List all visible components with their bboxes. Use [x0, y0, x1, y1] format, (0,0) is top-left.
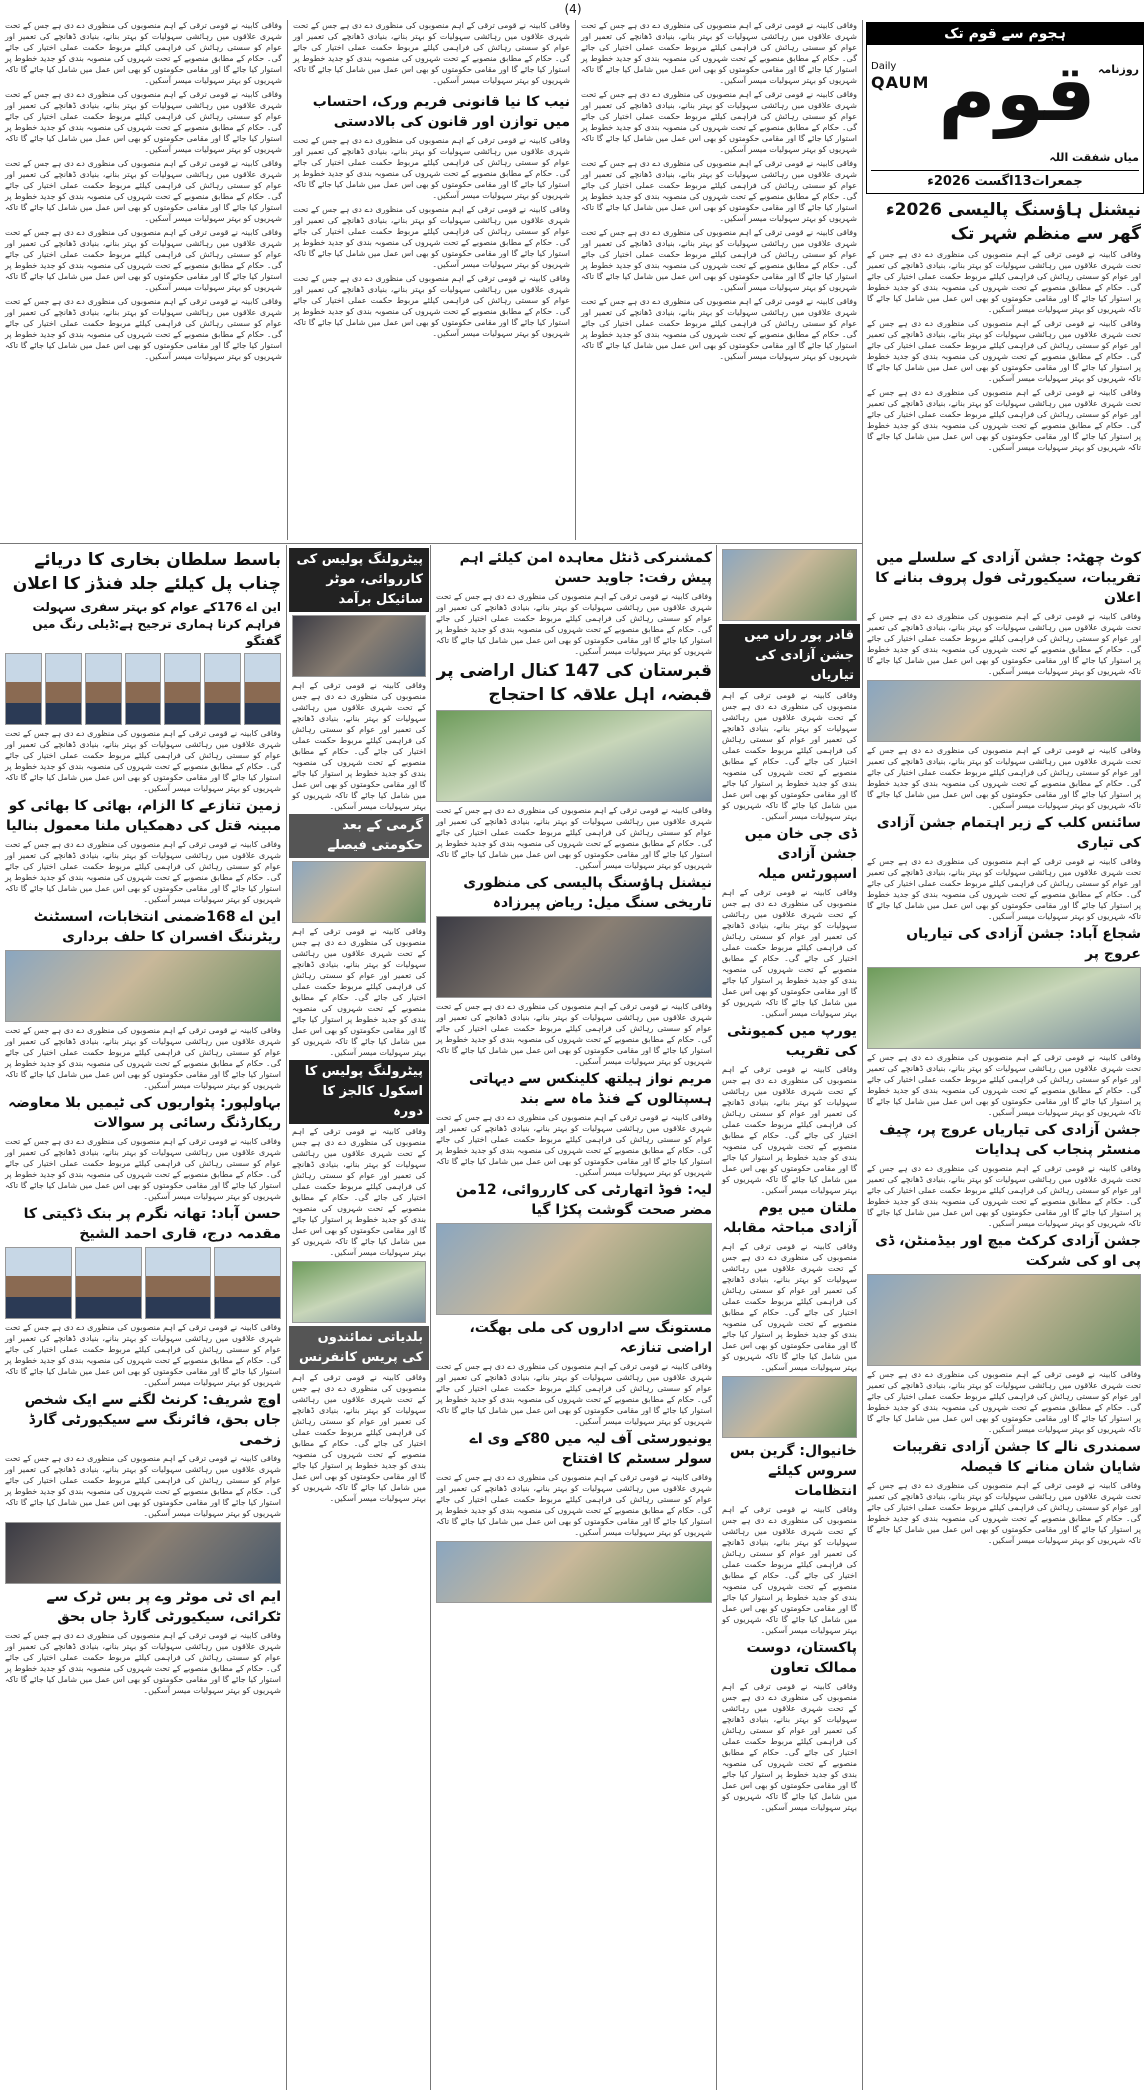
- headline-c1-e: جشن آزادی کرکٹ میچ اور بیڈمنٹن، ڈی پی او کی شرکت: [875, 1233, 1141, 1269]
- headline-c5-d: بہاولپور: پٹواریوں کی ٹیمیں بلا معاوضہ ریکارڈنگ رسائی پر سوالات: [8, 1095, 281, 1131]
- article-body: وفاقی کابینہ نے قومی ترقی کے اہم منصوبوں کی منظوری دے دی ہے جس کے تحت شہری علاقوں میں رہائشی سہولیات کو بہتر بنانے، بنیادی ڈھانچے کی تعمیر اور عوام کو سستی رہائش کی فراہمی کیلئے مربوط حکمت عملی اختیار کی جائے گی۔ حکام کے مطابق منصوبے کے تحت شہروں کی منصوبہ بندی کو جدید خطوط پر استوار کیا جائے گا اور مقامی حکومتوں کو بھی اس عمل میں شامل کیا جائے گا تاکہ شہریوں کو بہتر سہولیات میسر آسکیں۔: [293, 274, 570, 338]
- portrait: [85, 653, 122, 725]
- lead-body-3: وفاقی کابینہ نے قومی ترقی کے اہم منصوبوں کی منظوری دے دی ہے جس کے تحت شہری علاقوں میں رہائشی سہولیات کو بہتر بنانے، بنیادی ڈھانچے کی تعمیر اور عوام کو سستی رہائش کی فراہمی کیلئے مربوط حکمت عملی اختیار کی جائے گی۔ حکام کے مطابق منصوبے کے تحت شہروں کی منصوبہ بندی کو جدید خطوط پر استوار کیا جائے گا اور مقامی حکومتوں کو بھی اس عمل میں شامل کیا جائے گا تاکہ شہریوں کو بہتر سہولیات میسر آسکیں۔: [867, 388, 1141, 452]
- article-body: وفاقی کابینہ نے قومی ترقی کے اہم منصوبوں کی منظوری دے دی ہے جس کے تحت شہری علاقوں میں رہائشی سہولیات کو بہتر بنانے، بنیادی ڈھانچے کی تعمیر اور عوام کو سستی رہائش کی فراہمی کیلئے مربوط حکمت عملی اختیار کی جائے گی۔ حکام کے مطابق منصوبے کے تحت شہروں کی منصوبہ بندی کو جدید خطوط پر استوار کیا جائے گا اور مقامی حکومتوں کو بھی اس عمل میں شامل کیا جائے گا تاکہ شہریوں کو بہتر سہولیات میسر آسکیں۔: [5, 729, 281, 793]
- news-photo: [292, 861, 426, 923]
- lead-headline: نیشنل ہاؤسنگ پالیسی 2026ء گھر سے منظم شہر تک: [885, 200, 1141, 244]
- article-body: وفاقی کابینہ نے قومی ترقی کے اہم منصوبوں کی منظوری دے دی ہے جس کے تحت شہری علاقوں میں رہائشی سہولیات کو بہتر بنانے، بنیادی ڈھانچے کی تعمیر اور عوام کو سستی رہائش کی فراہمی کیلئے مربوط حکمت عملی اختیار کی جائے گی۔ حکام کے مطابق منصوبے کے تحت شہروں کی منصوبہ بندی کو جدید خطوط پر استوار کیا جائے گا اور مقامی حکومتوں کو بھی اس عمل میں شامل کیا جائے گا تاکہ شہریوں کو بہتر سہولیات میسر آسکیں۔: [436, 1473, 712, 1537]
- article-body: وفاقی کابینہ نے قومی ترقی کے اہم منصوبوں کی منظوری دے دی ہے جس کے تحت شہری علاقوں میں رہائشی سہولیات کو بہتر بنانے، بنیادی ڈھانچے کی تعمیر اور عوام کو سستی رہائش کی فراہمی کیلئے مربوط حکمت عملی اختیار کی جائے گی۔ حکام کے مطابق منصوبے کے تحت شہروں کی منصوبہ بندی کو جدید خطوط پر استوار کیا جائے گا اور مقامی حکومتوں کو بھی اس عمل میں شامل کیا جائے گا تاکہ شہریوں کو بہتر سہولیات میسر آسکیں۔: [293, 21, 570, 85]
- headline-c5-e: حسن آباد: تھانہ نگرم پر بنک ڈکیتی کا مقدمہ درج، قاری احمد الشیخ: [23, 1206, 281, 1242]
- news-photo: [5, 950, 281, 1022]
- news-photo: [436, 1541, 712, 1603]
- portrait: [5, 1247, 72, 1319]
- portrait: [204, 653, 241, 725]
- headline-c4-d: بلدیاتی نمائندوں کی پریس کانفرنس: [289, 1326, 429, 1370]
- article-body: وفاقی کابینہ نے قومی ترقی کے اہم منصوبوں کی منظوری دے دی ہے جس کے تحت شہری علاقوں میں رہائشی سہولیات کو بہتر بنانے، بنیادی ڈھانچے کی تعمیر اور عوام کو سستی رہائش کی فراہمی کیلئے مربوط حکمت عملی اختیار کی جائے گی۔ حکام کے مطابق منصوبے کے تحت شہروں کی منصوبہ بندی کو جدید خطوط پر استوار کیا جائے گا اور مقامی حکومتوں کو بھی اس عمل میں شامل کیا جائے گا تاکہ شہریوں کو بہتر سہولیات میسر آسکیں۔: [867, 1053, 1141, 1117]
- news-photo: [867, 1274, 1141, 1366]
- law-headline: نیب کا نیا قانونی فریم ورک، احتساب میں توازن اور قانون کی بالادستی: [312, 94, 570, 130]
- portrait-strip: [5, 653, 281, 725]
- section-rule: [0, 543, 862, 544]
- headline-c2-d: یورپ میں کمیونٹی کی تقریب: [726, 1023, 857, 1059]
- portrait: [244, 653, 281, 725]
- lead-body-2: وفاقی کابینہ نے قومی ترقی کے اہم منصوبوں کی منظوری دے دی ہے جس کے تحت شہری علاقوں میں رہائشی سہولیات کو بہتر بنانے، بنیادی ڈھانچے کی تعمیر اور عوام کو سستی رہائش کی فراہمی کیلئے مربوط حکمت عملی اختیار کی جائے گی۔ حکام کے مطابق منصوبے کے تحت شہروں کی منصوبہ بندی کو جدید خطوط پر استوار کیا جائے گا اور مقامی حکومتوں کو بھی اس عمل میں شامل کیا جائے گا تاکہ شہریوں کو بہتر سہولیات میسر آسکیں۔: [867, 319, 1141, 383]
- article-body: وفاقی کابینہ نے قومی ترقی کے اہم منصوبوں کی منظوری دے دی ہے جس کے تحت شہری علاقوں میں رہائشی سہولیات کو بہتر بنانے، بنیادی ڈھانچے کی تعمیر اور عوام کو سستی رہائش کی فراہمی کیلئے مربوط حکمت عملی اختیار کی جائے گی۔ حکام کے مطابق منصوبے کے تحت شہروں کی منصوبہ بندی کو جدید خطوط پر استوار کیا جائے گا اور مقامی حکومتوں کو بھی اس عمل میں شامل کیا جائے گا تاکہ شہریوں کو بہتر سہولیات میسر آسکیں۔: [581, 228, 857, 292]
- headline-c1-c: شجاع آباد: جشن آزادی کی تیاریاں عروج پر: [906, 926, 1141, 962]
- article-body: وفاقی کابینہ نے قومی ترقی کے اہم منصوبوں کی منظوری دے دی ہے جس کے تحت شہری علاقوں میں رہائشی سہولیات کو بہتر بنانے، بنیادی ڈھانچے کی تعمیر اور عوام کو سستی رہائش کی فراہمی کیلئے مربوط حکمت عملی اختیار کی جائے گی۔ حکام کے مطابق منصوبے کے تحت شہروں کی منصوبہ بندی کو جدید خطوط پر استوار کیا جائے گا اور مقامی حکومتوں کو بھی اس عمل میں شامل کیا جائے گا تاکہ شہریوں کو بہتر سہولیات میسر آسکیں۔: [722, 1065, 857, 1195]
- article-body: وفاقی کابینہ نے قومی ترقی کے اہم منصوبوں کی منظوری دے دی ہے جس کے تحت شہری علاقوں میں رہائشی سہولیات کو بہتر بنانے، بنیادی ڈھانچے کی تعمیر اور عوام کو سستی رہائش کی فراہمی کیلئے مربوط حکمت عملی اختیار کی جائے گی۔ حکام کے مطابق منصوبے کے تحت شہروں کی منصوبہ بندی کو جدید خطوط پر استوار کیا جائے گا اور مقامی حکومتوں کو بھی اس عمل میں شامل کیا جائے گا تاکہ شہریوں کو بہتر سہولیات میسر آسکیں۔: [581, 297, 857, 361]
- article-body: وفاقی کابینہ نے قومی ترقی کے اہم منصوبوں کی منظوری دے دی ہے جس کے تحت شہری علاقوں میں رہائشی سہولیات کو بہتر بنانے، بنیادی ڈھانچے کی تعمیر اور عوام کو سستی رہائش کی فراہمی کیلئے مربوط حکمت عملی اختیار کی جائے گی۔ حکام کے مطابق منصوبے کے تحت شہروں کی منصوبہ بندی کو جدید خطوط پر استوار کیا جائے گا اور مقامی حکومتوں کو بھی اس عمل میں شامل کیا جائے گا تاکہ شہریوں کو بہتر سہولیات میسر آسکیں۔: [581, 159, 857, 223]
- headline-c3-e: لیہ: فوڈ اتھارٹی کی کارروائی، 12من مضر صحت گوشت پکڑا گیا: [455, 1182, 712, 1218]
- headline-c1-a: کوٹ چھٹہ: جشن آزادی کے سلسلے میں تقریبات، سیکیورٹی فول پروف بنانے کا اعلان: [875, 550, 1141, 606]
- portrait: [214, 1247, 281, 1319]
- portrait: [164, 653, 201, 725]
- headline-c2-f: خانیوال: گرین بس سروس کیلئے انتظامات: [729, 1443, 857, 1499]
- portrait: [45, 653, 82, 725]
- article-body: وفاقی کابینہ نے قومی ترقی کے اہم منصوبوں کی منظوری دے دی ہے جس کے تحت شہری علاقوں میں رہائشی سہولیات کو بہتر بنانے، بنیادی ڈھانچے کی تعمیر اور عوام کو سستی رہائش کی فراہمی کیلئے مربوط حکمت عملی اختیار کی جائے گی۔ حکام کے مطابق منصوبے کے تحت شہروں کی منصوبہ بندی کو جدید خطوط پر استوار کیا جائے گا اور مقامی حکومتوں کو بھی اس عمل میں شامل کیا جائے گا تاکہ شہریوں کو بہتر سہولیات میسر آسکیں۔: [436, 1113, 712, 1177]
- article-body: وفاقی کابینہ نے قومی ترقی کے اہم منصوبوں کی منظوری دے دی ہے جس کے تحت شہری علاقوں میں رہائشی سہولیات کو بہتر بنانے، بنیادی ڈھانچے کی تعمیر اور عوام کو سستی رہائش کی فراہمی کیلئے مربوط حکمت عملی اختیار کی جائے گی۔ حکام کے مطابق منصوبے کے تحت شہروں کی منصوبہ بندی کو جدید خطوط پر استوار کیا جائے گا اور مقامی حکومتوں کو بھی اس عمل میں شامل کیا جائے گا تاکہ شہریوں کو بہتر سہولیات میسر آسکیں۔: [5, 1454, 281, 1518]
- lead-body: وفاقی کابینہ نے قومی ترقی کے اہم منصوبوں کی منظوری دے دی ہے جس کے تحت شہری علاقوں میں رہائشی سہولیات کو بہتر بنانے، بنیادی ڈھانچے کی تعمیر اور عوام کو سستی رہائش کی فراہمی کیلئے مربوط حکمت عملی اختیار کی جائے گی۔ حکام کے مطابق منصوبے کے تحت شہروں کی منصوبہ بندی کو جدید خطوط پر استوار کیا جائے گا اور مقامی حکومتوں کو بھی اس عمل میں شامل کیا جائے گا تاکہ شہریوں کو بہتر سہولیات میسر آسکیں۔: [867, 250, 1141, 314]
- article-body: وفاقی کابینہ نے قومی ترقی کے اہم منصوبوں کی منظوری دے دی ہے جس کے تحت شہری علاقوں میں رہائشی سہولیات کو بہتر بنانے، بنیادی ڈھانچے کی تعمیر اور عوام کو سستی رہائش کی فراہمی کیلئے مربوط حکمت عملی اختیار کی جائے گی۔ حکام کے مطابق منصوبے کے تحت شہروں کی منصوبہ بندی کو جدید خطوط پر استوار کیا جائے گا اور مقامی حکومتوں کو بھی اس عمل میں شامل کیا جائے گا تاکہ شہریوں کو بہتر سہولیات میسر آسکیں۔: [5, 228, 282, 292]
- headline-c5-main: باسط سلطان بخاری کا دریائے چناب پل کیلئے جلد فنڈز کا اعلان: [12, 550, 281, 594]
- article-body: وفاقی کابینہ نے قومی ترقی کے اہم منصوبوں کی منظوری دے دی ہے جس کے تحت شہری علاقوں میں رہائشی سہولیات کو بہتر بنانے، بنیادی ڈھانچے کی تعمیر اور عوام کو سستی رہائش کی فراہمی کیلئے مربوط حکمت عملی اختیار کی جائے گی۔ حکام کے مطابق منصوبے کے تحت شہروں کی منصوبہ بندی کو جدید خطوط پر استوار کیا جائے گا اور مقامی حکومتوں کو بھی اس عمل میں شامل کیا جائے گا تاکہ شہریوں کو بہتر سہولیات میسر آسکیں۔: [5, 90, 282, 154]
- news-photo: [436, 916, 712, 998]
- article-body: وفاقی کابینہ نے قومی ترقی کے اہم منصوبوں کی منظوری دے دی ہے جس کے تحت شہری علاقوں میں رہائشی سہولیات کو بہتر بنانے، بنیادی ڈھانچے کی تعمیر اور عوام کو سستی رہائش کی فراہمی کیلئے مربوط حکمت عملی اختیار کی جائے گی۔ حکام کے مطابق منصوبے کے تحت شہروں کی منصوبہ بندی کو جدید خطوط پر استوار کیا جائے گا اور مقامی حکومتوں کو بھی اس عمل میں شامل کیا جائے گا تاکہ شہریوں کو بہتر سہولیات میسر آسکیں۔: [581, 21, 857, 85]
- news-photo: [5, 1522, 281, 1584]
- headline-c1-b: سائنس کلب کے زیر اہتمام جشن آزادی کی تیاری: [876, 815, 1141, 851]
- headline-c3-b: قبرستان کی 147 کنال اراضی پر قبضہ، اہل علاقہ کا احتجاج: [436, 661, 712, 705]
- article-body: وفاقی کابینہ نے قومی ترقی کے اہم منصوبوں کی منظوری دے دی ہے جس کے تحت شہری علاقوں میں رہائشی سہولیات کو بہتر بنانے، بنیادی ڈھانچے کی تعمیر اور عوام کو سستی رہائش کی فراہمی کیلئے مربوط حکمت عملی اختیار کی جائے گی۔ حکام کے مطابق منصوبے کے تحت شہروں کی منصوبہ بندی کو جدید خطوط پر استوار کیا جائے گا اور مقامی حکومتوں کو بھی اس عمل میں شامل کیا جائے گا تاکہ شہریوں کو بہتر سہولیات میسر آسکیں۔: [436, 1362, 712, 1426]
- portrait: [5, 653, 42, 725]
- article-body: وفاقی کابینہ نے قومی ترقی کے اہم منصوبوں کی منظوری دے دی ہے جس کے تحت شہری علاقوں میں رہائشی سہولیات کو بہتر بنانے، بنیادی ڈھانچے کی تعمیر اور عوام کو سستی رہائش کی فراہمی کیلئے مربوط حکمت عملی اختیار کی جائے گی۔ حکام کے مطابق منصوبے کے تحت شہروں کی منصوبہ بندی کو جدید خطوط پر استوار کیا جائے گا اور مقامی حکومتوں کو بھی اس عمل میں شامل کیا جائے گا تاکہ شہریوں کو بہتر سہولیات میسر آسکیں۔: [292, 681, 426, 811]
- article-body: وفاقی کابینہ نے قومی ترقی کے اہم منصوبوں کی منظوری دے دی ہے جس کے تحت شہری علاقوں میں رہائشی سہولیات کو بہتر بنانے، بنیادی ڈھانچے کی تعمیر اور عوام کو سستی رہائش کی فراہمی کیلئے مربوط حکمت عملی اختیار کی جائے گی۔ حکام کے مطابق منصوبے کے تحت شہروں کی منصوبہ بندی کو جدید خطوط پر استوار کیا جائے گا اور مقامی حکومتوں کو بھی اس عمل میں شامل کیا جائے گا تاکہ شہریوں کو بہتر سہولیات میسر آسکیں۔: [867, 857, 1141, 921]
- headline-c5-b: زمین تنازعے کا الزام، بھائی کا بھائی کو مبینہ قتل کی دھمکیاں ملنا معمول بنالیا: [6, 798, 281, 834]
- portrait: [145, 1247, 212, 1319]
- portrait-strip: [5, 1247, 281, 1319]
- portrait: [125, 653, 162, 725]
- masthead: [866, 22, 1144, 194]
- column-rule: [575, 20, 576, 540]
- article-body: وفاقی کابینہ نے قومی ترقی کے اہم منصوبوں کی منظوری دے دی ہے جس کے تحت شہری علاقوں میں رہائشی سہولیات کو بہتر بنانے، بنیادی ڈھانچے کی تعمیر اور عوام کو سستی رہائش کی فراہمی کیلئے مربوط حکمت عملی اختیار کی جائے گی۔ حکام کے مطابق منصوبے کے تحت شہروں کی منصوبہ بندی کو جدید خطوط پر استوار کیا جائے گا اور مقامی حکومتوں کو بھی اس عمل میں شامل کیا جائے گا تاکہ شہریوں کو بہتر سہولیات میسر آسکیں۔: [292, 927, 426, 1057]
- headline-c5-f: اوچ شریف: کرنٹ لگنے سے ایک شخص جاں بحق، فائرنگ سے سیکیورٹی گارڈ زخمی: [24, 1392, 281, 1448]
- news-column-3: [433, 546, 715, 2090]
- news-photo: [722, 549, 857, 621]
- masthead-daily: Daily: [871, 61, 897, 72]
- news-column-5: [2, 546, 284, 2090]
- article-body: وفاقی کابینہ نے قومی ترقی کے اہم منصوبوں کی منظوری دے دی ہے جس کے تحت شہری علاقوں میں رہائشی سہولیات کو بہتر بنانے، بنیادی ڈھانچے کی تعمیر اور عوام کو سستی رہائش کی فراہمی کیلئے مربوط حکمت عملی اختیار کی جائے گی۔ حکام کے مطابق منصوبے کے تحت شہروں کی منصوبہ بندی کو جدید خطوط پر استوار کیا جائے گا اور مقامی حکومتوں کو بھی اس عمل میں شامل کیا جائے گا تاکہ شہریوں کو بہتر سہولیات میسر آسکیں۔: [5, 1026, 281, 1090]
- masthead-editor: میاں شفقت اللہ: [1049, 151, 1139, 164]
- article-body: وفاقی کابینہ نے قومی ترقی کے اہم منصوبوں کی منظوری دے دی ہے جس کے تحت شہری علاقوں میں رہائشی سہولیات کو بہتر بنانے، بنیادی ڈھانچے کی تعمیر اور عوام کو سستی رہائش کی فراہمی کیلئے مربوط حکمت عملی اختیار کی جائے گی۔ حکام کے مطابق منصوبے کے تحت شہروں کی منصوبہ بندی کو جدید خطوط پر استوار کیا جائے گا اور مقامی حکومتوں کو بھی اس عمل میں شامل کیا جائے گا تاکہ شہریوں کو بہتر سہولیات میسر آسکیں۔: [5, 297, 282, 361]
- article-body: وفاقی کابینہ نے قومی ترقی کے اہم منصوبوں کی منظوری دے دی ہے جس کے تحت شہری علاقوں میں رہائشی سہولیات کو بہتر بنانے، بنیادی ڈھانچے کی تعمیر اور عوام کو سستی رہائش کی فراہمی کیلئے مربوط حکمت عملی اختیار کی جائے گی۔ حکام کے مطابق منصوبے کے تحت شہروں کی منصوبہ بندی کو جدید خطوط پر استوار کیا جائے گا اور مقامی حکومتوں کو بھی اس عمل میں شامل کیا جائے گا تاکہ شہریوں کو بہتر سہولیات میسر آسکیں۔: [436, 806, 712, 870]
- article-body: وفاقی کابینہ نے قومی ترقی کے اہم منصوبوں کی منظوری دے دی ہے جس کے تحت شہری علاقوں میں رہائشی سہولیات کو بہتر بنانے، بنیادی ڈھانچے کی تعمیر اور عوام کو سستی رہائش کی فراہمی کیلئے مربوط حکمت عملی اختیار کی جائے گی۔ حکام کے مطابق منصوبے کے تحت شہروں کی منصوبہ بندی کو جدید خطوط پر استوار کیا جائے گا اور مقامی حکومتوں کو بھی اس عمل میں شامل کیا جائے گا تاکہ شہریوں کو بہتر سہولیات میسر آسکیں۔: [292, 1127, 426, 1257]
- column-rule: [862, 20, 863, 2090]
- article-body: وفاقی کابینہ نے قومی ترقی کے اہم منصوبوں کی منظوری دے دی ہے جس کے تحت شہری علاقوں میں رہائشی سہولیات کو بہتر بنانے، بنیادی ڈھانچے کی تعمیر اور عوام کو سستی رہائش کی فراہمی کیلئے مربوط حکمت عملی اختیار کی جائے گی۔ حکام کے مطابق منصوبے کے تحت شہروں کی منصوبہ بندی کو جدید خطوط پر استوار کیا جائے گا اور مقامی حکومتوں کو بھی اس عمل میں شامل کیا جائے گا تاکہ شہریوں کو بہتر سہولیات میسر آسکیں۔: [722, 1682, 857, 1812]
- article-body: وفاقی کابینہ نے قومی ترقی کے اہم منصوبوں کی منظوری دے دی ہے جس کے تحت شہری علاقوں میں رہائشی سہولیات کو بہتر بنانے، بنیادی ڈھانچے کی تعمیر اور عوام کو سستی رہائش کی فراہمی کیلئے مربوط حکمت عملی اختیار کی جائے گی۔ حکام کے مطابق منصوبے کے تحت شہروں کی منصوبہ بندی کو جدید خطوط پر استوار کیا جائے گا اور مقامی حکومتوں کو بھی اس عمل میں شامل کیا جائے گا تاکہ شہریوں کو بہتر سہولیات میسر آسکیں۔: [581, 90, 857, 154]
- headline-c3-f: مستونگ سے اداروں کی ملی بھگت، اراضی تنازعہ: [469, 1320, 712, 1356]
- news-photo: [867, 680, 1141, 742]
- column-rule: [286, 545, 287, 2090]
- news-column-2: [719, 546, 860, 2090]
- editorial-col-middle: [290, 20, 573, 540]
- news-column-4: [289, 546, 429, 2090]
- masthead-tagline: ہجوم سے قوم تک: [867, 23, 1143, 45]
- headline-c3-d: مریم نواز ہیلتھ کلینکس سے دیہاتی ہسپتالوں کے فنڈ ماہ سے بند: [468, 1071, 712, 1107]
- column-rule: [716, 545, 717, 2090]
- masthead-logo: قوم: [938, 49, 1096, 139]
- headline-c4-a: پیٹرولنگ پولیس کی کارروائی، موٹر سائیکل برآمد: [289, 548, 429, 612]
- headline-c2-c: ڈی جی خان میں جشن آزادی اسپورٹس میلہ: [744, 826, 857, 882]
- masthead-edition: روزنامہ: [1097, 63, 1139, 76]
- headline-c2-g: پاکستان، دوست ممالک تعاون: [746, 1640, 857, 1676]
- headline-c2-e: ملتان میں یوم آزادی مباحثہ مقابلہ: [722, 1200, 857, 1236]
- masthead-date: جمعرات13اگست 2026ء: [871, 170, 1139, 189]
- headline-c2-b: قادر پور راں میں جشن آزادی کی تیاریاں: [719, 624, 860, 688]
- article-body: وفاقی کابینہ نے قومی ترقی کے اہم منصوبوں کی منظوری دے دی ہے جس کے تحت شہری علاقوں میں رہائشی سہولیات کو بہتر بنانے، بنیادی ڈھانچے کی تعمیر اور عوام کو سستی رہائش کی فراہمی کیلئے مربوط حکمت عملی اختیار کی جائے گی۔ حکام کے مطابق منصوبے کے تحت شہروں کی منصوبہ بندی کو جدید خطوط پر استوار کیا جائے گا اور مقامی حکومتوں کو بھی اس عمل میں شامل کیا جائے گا تاکہ شہریوں کو بہتر سہولیات میسر آسکیں۔: [293, 205, 570, 269]
- subhead-c5: این اے 176کے عوام کو بہتر سفری سہولت فراہم کرنا ہماری ترجیح ہے:ڈیلی رنگ میں گفتگو: [32, 600, 281, 648]
- article-body: وفاقی کابینہ نے قومی ترقی کے اہم منصوبوں کی منظوری دے دی ہے جس کے تحت شہری علاقوں میں رہائشی سہولیات کو بہتر بنانے، بنیادی ڈھانچے کی تعمیر اور عوام کو سستی رہائش کی فراہمی کیلئے مربوط حکمت عملی اختیار کی جائے گی۔ حکام کے مطابق منصوبے کے تحت شہروں کی منصوبہ بندی کو جدید خطوط پر استوار کیا جائے گا اور مقامی حکومتوں کو بھی اس عمل میں شامل کیا جائے گا تاکہ شہریوں کو بہتر سہولیات میسر آسکیں۔: [867, 1370, 1141, 1434]
- news-column-1: [864, 546, 1144, 2090]
- headline-c5-c: این اے 168ضمنی انتخابات، اسسٹنٹ ریٹرننگ افسران کا حلف برداری: [33, 909, 281, 945]
- article-body: وفاقی کابینہ نے قومی ترقی کے اہم منصوبوں کی منظوری دے دی ہے جس کے تحت شہری علاقوں میں رہائشی سہولیات کو بہتر بنانے، بنیادی ڈھانچے کی تعمیر اور عوام کو سستی رہائش کی فراہمی کیلئے مربوط حکمت عملی اختیار کی جائے گی۔ حکام کے مطابق منصوبے کے تحت شہروں کی منصوبہ بندی کو جدید خطوط پر استوار کیا جائے گا اور مقامی حکومتوں کو بھی اس عمل میں شامل کیا جائے گا تاکہ شہریوں کو بہتر سہولیات میسر آسکیں۔: [293, 136, 570, 200]
- news-photo: [722, 1376, 857, 1438]
- editorial-col-right: [578, 20, 860, 540]
- article-body: وفاقی کابینہ نے قومی ترقی کے اہم منصوبوں کی منظوری دے دی ہے جس کے تحت شہری علاقوں میں رہائشی سہولیات کو بہتر بنانے، بنیادی ڈھانچے کی تعمیر اور عوام کو سستی رہائش کی فراہمی کیلئے مربوط حکمت عملی اختیار کی جائے گی۔ حکام کے مطابق منصوبے کے تحت شہروں کی منصوبہ بندی کو جدید خطوط پر استوار کیا جائے گا اور مقامی حکومتوں کو بھی اس عمل میں شامل کیا جائے گا تاکہ شہریوں کو بہتر سہولیات میسر آسکیں۔: [5, 159, 282, 223]
- article-body: وفاقی کابینہ نے قومی ترقی کے اہم منصوبوں کی منظوری دے دی ہے جس کے تحت شہری علاقوں میں رہائشی سہولیات کو بہتر بنانے، بنیادی ڈھانچے کی تعمیر اور عوام کو سستی رہائش کی فراہمی کیلئے مربوط حکمت عملی اختیار کی جائے گی۔ حکام کے مطابق منصوبے کے تحت شہروں کی منصوبہ بندی کو جدید خطوط پر استوار کیا جائے گا اور مقامی حکومتوں کو بھی اس عمل میں شامل کیا جائے گا تاکہ شہریوں کو بہتر سہولیات میسر آسکیں۔: [867, 612, 1141, 676]
- editorial-col-left: [2, 20, 285, 540]
- news-photo: [292, 1261, 426, 1323]
- article-body: وفاقی کابینہ نے قومی ترقی کے اہم منصوبوں کی منظوری دے دی ہے جس کے تحت شہری علاقوں میں رہائشی سہولیات کو بہتر بنانے، بنیادی ڈھانچے کی تعمیر اور عوام کو سستی رہائش کی فراہمی کیلئے مربوط حکمت عملی اختیار کی جائے گی۔ حکام کے مطابق منصوبے کے تحت شہروں کی منصوبہ بندی کو جدید خطوط پر استوار کیا جائے گا اور مقامی حکومتوں کو بھی اس عمل میں شامل کیا جائے گا تاکہ شہریوں کو بہتر سہولیات میسر آسکیں۔: [722, 691, 857, 821]
- headline-c4-c: پیٹرولنگ پولیس کا اسکول کالجز کا دورہ: [289, 1060, 429, 1124]
- news-photo: [867, 967, 1141, 1049]
- article-body: وفاقی کابینہ نے قومی ترقی کے اہم منصوبوں کی منظوری دے دی ہے جس کے تحت شہری علاقوں میں رہائشی سہولیات کو بہتر بنانے، بنیادی ڈھانچے کی تعمیر اور عوام کو سستی رہائش کی فراہمی کیلئے مربوط حکمت عملی اختیار کی جائے گی۔ حکام کے مطابق منصوبے کے تحت شہروں کی منصوبہ بندی کو جدید خطوط پر استوار کیا جائے گا اور مقامی حکومتوں کو بھی اس عمل میں شامل کیا جائے گا تاکہ شہریوں کو بہتر سہولیات میسر آسکیں۔: [867, 1164, 1141, 1228]
- news-photo: [436, 1223, 712, 1315]
- article-body: وفاقی کابینہ نے قومی ترقی کے اہم منصوبوں کی منظوری دے دی ہے جس کے تحت شہری علاقوں میں رہائشی سہولیات کو بہتر بنانے، بنیادی ڈھانچے کی تعمیر اور عوام کو سستی رہائش کی فراہمی کیلئے مربوط حکمت عملی اختیار کی جائے گی۔ حکام کے مطابق منصوبے کے تحت شہروں کی منصوبہ بندی کو جدید خطوط پر استوار کیا جائے گا اور مقامی حکومتوں کو بھی اس عمل میں شامل کیا جائے گا تاکہ شہریوں کو بہتر سہولیات میسر آسکیں۔: [436, 1002, 712, 1066]
- article-body: وفاقی کابینہ نے قومی ترقی کے اہم منصوبوں کی منظوری دے دی ہے جس کے تحت شہری علاقوں میں رہائشی سہولیات کو بہتر بنانے، بنیادی ڈھانچے کی تعمیر اور عوام کو سستی رہائش کی فراہمی کیلئے مربوط حکمت عملی اختیار کی جائے گی۔ حکام کے مطابق منصوبے کے تحت شہروں کی منصوبہ بندی کو جدید خطوط پر استوار کیا جائے گا اور مقامی حکومتوں کو بھی اس عمل میں شامل کیا جائے گا تاکہ شہریوں کو بہتر سہولیات میسر آسکیں۔: [867, 746, 1141, 810]
- article-body: وفاقی کابینہ نے قومی ترقی کے اہم منصوبوں کی منظوری دے دی ہے جس کے تحت شہری علاقوں میں رہائشی سہولیات کو بہتر بنانے، بنیادی ڈھانچے کی تعمیر اور عوام کو سستی رہائش کی فراہمی کیلئے مربوط حکمت عملی اختیار کی جائے گی۔ حکام کے مطابق منصوبے کے تحت شہروں کی منصوبہ بندی کو جدید خطوط پر استوار کیا جائے گا اور مقامی حکومتوں کو بھی اس عمل میں شامل کیا جائے گا تاکہ شہریوں کو بہتر سہولیات میسر آسکیں۔: [5, 21, 282, 85]
- article-body: وفاقی کابینہ نے قومی ترقی کے اہم منصوبوں کی منظوری دے دی ہے جس کے تحت شہری علاقوں میں رہائشی سہولیات کو بہتر بنانے، بنیادی ڈھانچے کی تعمیر اور عوام کو سستی رہائش کی فراہمی کیلئے مربوط حکمت عملی اختیار کی جائے گی۔ حکام کے مطابق منصوبے کے تحت شہروں کی منصوبہ بندی کو جدید خطوط پر استوار کیا جائے گا اور مقامی حکومتوں کو بھی اس عمل میں شامل کیا جائے گا تاکہ شہریوں کو بہتر سہولیات میسر آسکیں۔: [722, 1505, 857, 1635]
- masthead-name-en: QAUM: [871, 73, 930, 92]
- page-number: (4): [564, 2, 582, 16]
- article-body: وفاقی کابینہ نے قومی ترقی کے اہم منصوبوں کی منظوری دے دی ہے جس کے تحت شہری علاقوں میں رہائشی سہولیات کو بہتر بنانے، بنیادی ڈھانچے کی تعمیر اور عوام کو سستی رہائش کی فراہمی کیلئے مربوط حکمت عملی اختیار کی جائے گی۔ حکام کے مطابق منصوبے کے تحت شہروں کی منصوبہ بندی کو جدید خطوط پر استوار کیا جائے گا اور مقامی حکومتوں کو بھی اس عمل میں شامل کیا جائے گا تاکہ شہریوں کو بہتر سہولیات میسر آسکیں۔: [867, 1481, 1141, 1545]
- article-body: وفاقی کابینہ نے قومی ترقی کے اہم منصوبوں کی منظوری دے دی ہے جس کے تحت شہری علاقوں میں رہائشی سہولیات کو بہتر بنانے، بنیادی ڈھانچے کی تعمیر اور عوام کو سستی رہائش کی فراہمی کیلئے مربوط حکمت عملی اختیار کی جائے گی۔ حکام کے مطابق منصوبے کے تحت شہروں کی منصوبہ بندی کو جدید خطوط پر استوار کیا جائے گا اور مقامی حکومتوں کو بھی اس عمل میں شامل کیا جائے گا تاکہ شہریوں کو بہتر سہولیات میسر آسکیں۔: [5, 840, 281, 904]
- article-body: وفاقی کابینہ نے قومی ترقی کے اہم منصوبوں کی منظوری دے دی ہے جس کے تحت شہری علاقوں میں رہائشی سہولیات کو بہتر بنانے، بنیادی ڈھانچے کی تعمیر اور عوام کو سستی رہائش کی فراہمی کیلئے مربوط حکمت عملی اختیار کی جائے گی۔ حکام کے مطابق منصوبے کے تحت شہروں کی منصوبہ بندی کو جدید خطوط پر استوار کیا جائے گا اور مقامی حکومتوں کو بھی اس عمل میں شامل کیا جائے گا تاکہ شہریوں کو بہتر سہولیات میسر آسکیں۔: [436, 592, 712, 656]
- lead-story: [864, 196, 1144, 540]
- headline-c4-b: گرمی کے بعد حکومتی فیصلے: [289, 814, 429, 858]
- portrait: [75, 1247, 142, 1319]
- column-rule: [287, 20, 288, 540]
- headline-c3-g: یونیورسٹی آف لیہ میں 80کے وی اے سولر سسٹم کا افتتاح: [469, 1431, 712, 1467]
- headline-c3-c: نیشنل ہاؤسنگ پالیسی کی منظوری تاریخی سنگ میل: ریاض پیرزادہ: [463, 875, 712, 911]
- article-body: وفاقی کابینہ نے قومی ترقی کے اہم منصوبوں کی منظوری دے دی ہے جس کے تحت شہری علاقوں میں رہائشی سہولیات کو بہتر بنانے، بنیادی ڈھانچے کی تعمیر اور عوام کو سستی رہائش کی فراہمی کیلئے مربوط حکمت عملی اختیار کی جائے گی۔ حکام کے مطابق منصوبے کے تحت شہروں کی منصوبہ بندی کو جدید خطوط پر استوار کیا جائے گا اور مقامی حکومتوں کو بھی اس عمل میں شامل کیا جائے گا تاکہ شہریوں کو بہتر سہولیات میسر آسکیں۔: [292, 1373, 426, 1503]
- article-body: وفاقی کابینہ نے قومی ترقی کے اہم منصوبوں کی منظوری دے دی ہے جس کے تحت شہری علاقوں میں رہائشی سہولیات کو بہتر بنانے، بنیادی ڈھانچے کی تعمیر اور عوام کو سستی رہائش کی فراہمی کیلئے مربوط حکمت عملی اختیار کی جائے گی۔ حکام کے مطابق منصوبے کے تحت شہروں کی منصوبہ بندی کو جدید خطوط پر استوار کیا جائے گا اور مقامی حکومتوں کو بھی اس عمل میں شامل کیا جائے گا تاکہ شہریوں کو بہتر سہولیات میسر آسکیں۔: [722, 1242, 857, 1372]
- article-body: وفاقی کابینہ نے قومی ترقی کے اہم منصوبوں کی منظوری دے دی ہے جس کے تحت شہری علاقوں میں رہائشی سہولیات کو بہتر بنانے، بنیادی ڈھانچے کی تعمیر اور عوام کو سستی رہائش کی فراہمی کیلئے مربوط حکمت عملی اختیار کی جائے گی۔ حکام کے مطابق منصوبے کے تحت شہروں کی منصوبہ بندی کو جدید خطوط پر استوار کیا جائے گا اور مقامی حکومتوں کو بھی اس عمل میں شامل کیا جائے گا تاکہ شہریوں کو بہتر سہولیات میسر آسکیں۔: [5, 1137, 281, 1201]
- column-rule: [430, 545, 431, 2090]
- headline-c3-a: کمشنرکی ڈنٹل معاہدہ امن کیلئے اہم پیش رفت: جاوید حسن: [459, 550, 712, 586]
- headline-c1-f: سمندری نالے کا جشن آزادی تقریبات شایان شان منانے کا فیصلہ: [892, 1439, 1141, 1475]
- article-body: وفاقی کابینہ نے قومی ترقی کے اہم منصوبوں کی منظوری دے دی ہے جس کے تحت شہری علاقوں میں رہائشی سہولیات کو بہتر بنانے، بنیادی ڈھانچے کی تعمیر اور عوام کو سستی رہائش کی فراہمی کیلئے مربوط حکمت عملی اختیار کی جائے گی۔ حکام کے مطابق منصوبے کے تحت شہروں کی منصوبہ بندی کو جدید خطوط پر استوار کیا جائے گا اور مقامی حکومتوں کو بھی اس عمل میں شامل کیا جائے گا تاکہ شہریوں کو بہتر سہولیات میسر آسکیں۔: [722, 888, 857, 1018]
- headline-c5-g: ایم ای ٹی موٹر وے پر بس ٹرک سے ٹکرائی، سیکیورٹی گارڈ جاں بحق: [46, 1589, 281, 1625]
- headline-c1-d: جشن آزادی کی تیاریاں عروج پر، چیف منسٹر پنجاب کی ہدایات: [879, 1122, 1141, 1158]
- news-photo: [436, 710, 712, 802]
- article-body: وفاقی کابینہ نے قومی ترقی کے اہم منصوبوں کی منظوری دے دی ہے جس کے تحت شہری علاقوں میں رہائشی سہولیات کو بہتر بنانے، بنیادی ڈھانچے کی تعمیر اور عوام کو سستی رہائش کی فراہمی کیلئے مربوط حکمت عملی اختیار کی جائے گی۔ حکام کے مطابق منصوبے کے تحت شہروں کی منصوبہ بندی کو جدید خطوط پر استوار کیا جائے گا اور مقامی حکومتوں کو بھی اس عمل میں شامل کیا جائے گا تاکہ شہریوں کو بہتر سہولیات میسر آسکیں۔: [5, 1631, 281, 1695]
- article-body: وفاقی کابینہ نے قومی ترقی کے اہم منصوبوں کی منظوری دے دی ہے جس کے تحت شہری علاقوں میں رہائشی سہولیات کو بہتر بنانے، بنیادی ڈھانچے کی تعمیر اور عوام کو سستی رہائش کی فراہمی کیلئے مربوط حکمت عملی اختیار کی جائے گی۔ حکام کے مطابق منصوبے کے تحت شہروں کی منصوبہ بندی کو جدید خطوط پر استوار کیا جائے گا اور مقامی حکومتوں کو بھی اس عمل میں شامل کیا جائے گا تاکہ شہریوں کو بہتر سہولیات میسر آسکیں۔: [5, 1323, 281, 1387]
- news-photo: [292, 615, 426, 677]
